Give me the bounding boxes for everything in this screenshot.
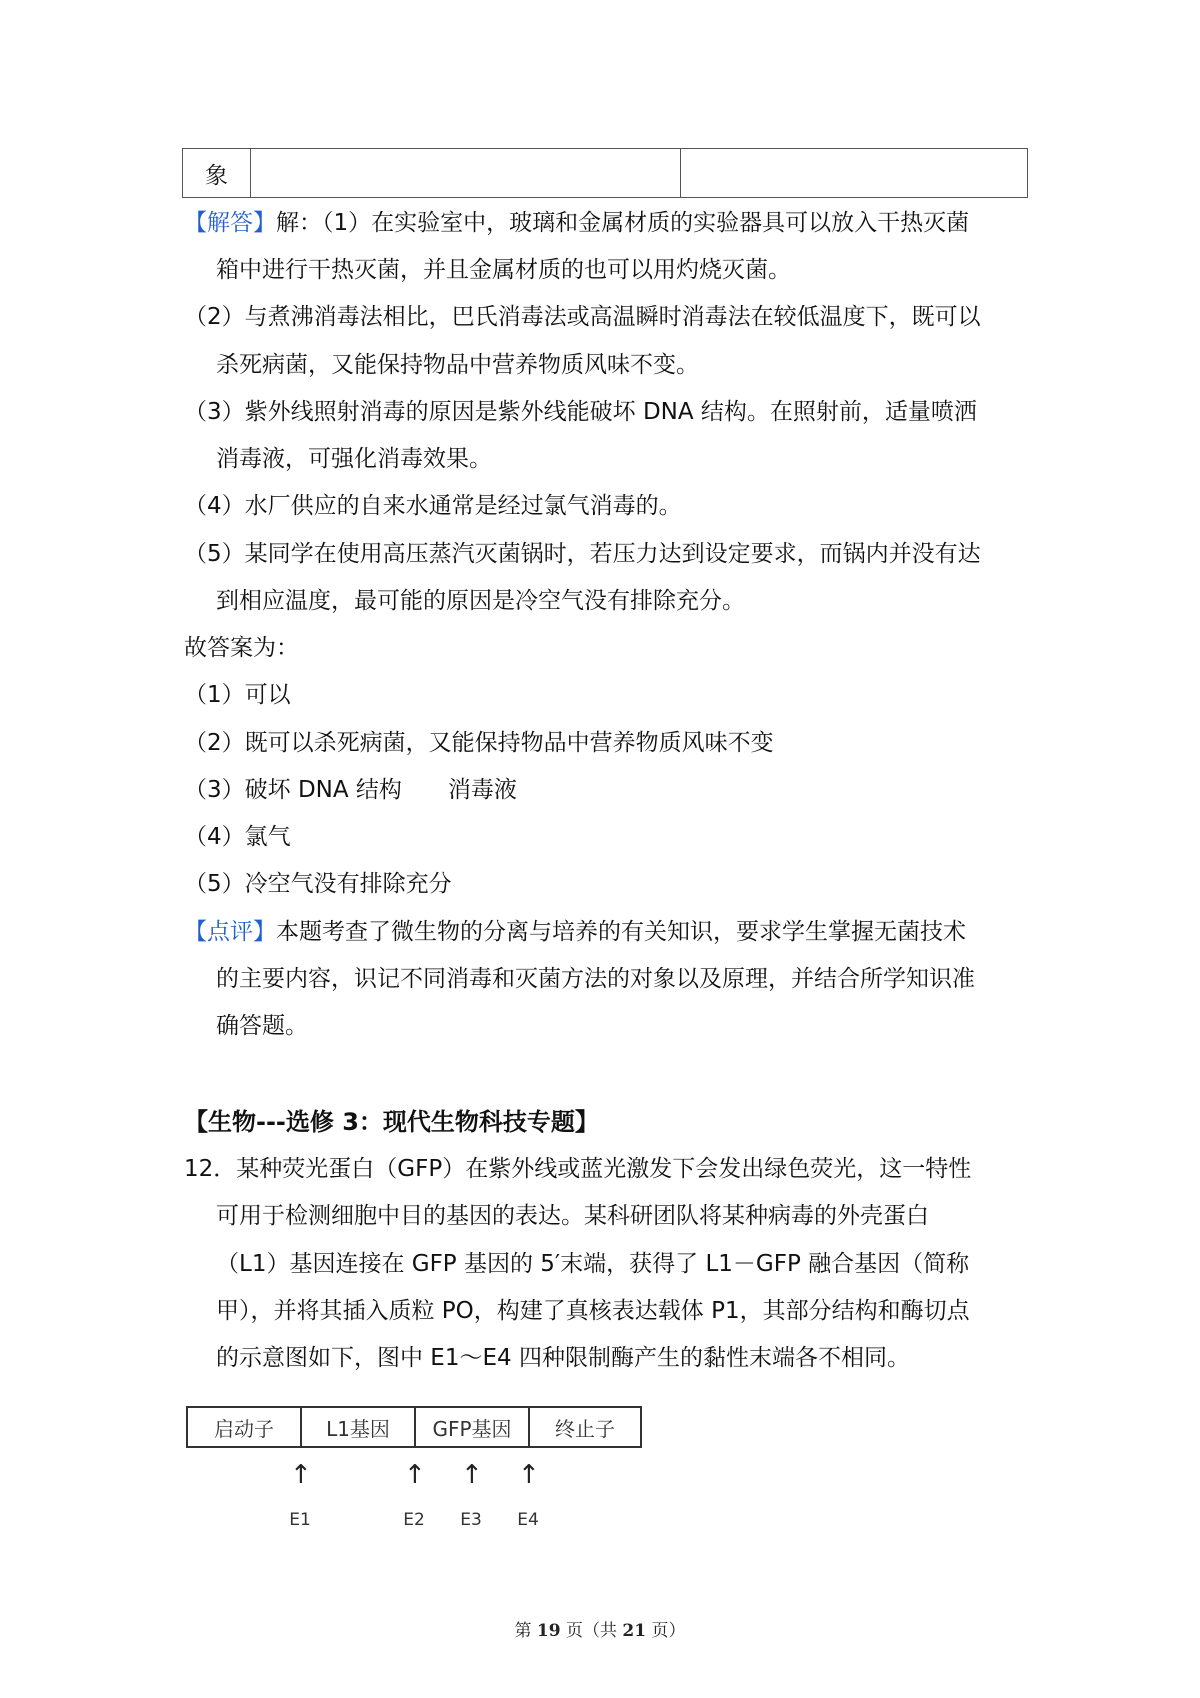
table-cell: 象 <box>183 149 251 197</box>
question-line: 12．某种荧光蛋白（GFP）在紫外线或蓝光激发下会发出绿色荧光，这一特性 <box>184 1156 972 1182</box>
table-fragment <box>182 148 1028 198</box>
comment-tag: 【点评】 <box>184 919 276 945</box>
arrow-up-icon: ↑ <box>290 1460 312 1490</box>
arrow-up-icon: ↑ <box>404 1460 426 1490</box>
gene-structure-diagram <box>186 1406 646 1536</box>
enzyme-label: E2 <box>403 1510 425 1530</box>
enzyme-label: E3 <box>460 1510 482 1530</box>
table-cell-empty <box>681 149 1027 197</box>
question-line: 甲），并将其插入质粒 PO，构建了真核表达载体 P1，其部分结构和酶切点 <box>216 1298 970 1324</box>
answer-line: 到相应温度，最可能的原因是冷空气没有排除充分。 <box>216 588 745 614</box>
comment-line: 【点评】本题考查了微生物的分离与培养的有关知识，要求学生掌握无菌技术 <box>184 919 966 945</box>
enzyme-label: E4 <box>517 1510 539 1530</box>
question-line: 可用于检测细胞中目的基因的表达。某科研团队将某种病毒的外壳蛋白 <box>216 1203 929 1229</box>
section-heading: 【生物---选修 3：现代生物科技专题】 <box>184 1108 599 1136</box>
answer-line: 箱中进行干热灭菌，并且金属材质的也可以用灼烧灭菌。 <box>216 257 791 283</box>
answer-line: 消毒液，可强化消毒效果。 <box>216 446 492 472</box>
segment-terminator: 终止子 <box>555 1416 615 1441</box>
answer-line: （5）冷空气没有排除充分 <box>184 871 452 897</box>
segment-gfp-gene: GFP基因 <box>416 1408 530 1446</box>
gene-construct-bar <box>186 1406 642 1448</box>
arrow-up-icon: ↑ <box>461 1460 483 1490</box>
answer-line: （3）破坏 DNA 结构 消毒液 <box>184 777 517 803</box>
question-line: （L1）基因连接在 GFP 基因的 5′末端，获得了 L1－GFP 融合基因（简称 <box>216 1251 970 1277</box>
answer-line: （2）既可以杀死病菌，又能保持物品中营养物质风味不变 <box>184 730 774 756</box>
enzyme-label: E1 <box>289 1510 311 1530</box>
answer-line: （4）氯气 <box>184 824 291 850</box>
segment-promoter: 启动子 <box>188 1408 302 1446</box>
comment-line: 确答题。 <box>216 1013 308 1039</box>
page-number: 19 <box>536 1621 561 1641</box>
segment-l1-gene: L1基因 <box>302 1408 416 1446</box>
comment-line: 的主要内容，识记不同消毒和灭菌方法的对象以及原理，并结合所学知识准 <box>216 966 975 992</box>
question-line: 的示意图如下，图中 E1～E4 四种限制酶产生的黏性末端各不相同。 <box>216 1345 910 1371</box>
answer-line: 杀死病菌，又能保持物品中营养物质风味不变。 <box>216 352 699 378</box>
answer-line: （2）与煮沸消毒法相比，巴氏消毒法或高温瞬时消毒法在较低温度下，既可以 <box>184 304 981 330</box>
answer-line: （4）水厂供应的自来水通常是经过氯气消毒的。 <box>184 493 682 519</box>
total-pages: 21 <box>622 1621 647 1641</box>
page-footer: 第 19 页（共 21 页） <box>514 1621 686 1641</box>
answer-tag: 【解答】 <box>184 210 276 236</box>
answer-line: （3）紫外线照射消毒的原因是紫外线能破坏 DNA 结构。在照射前，适量喷洒 <box>184 399 977 425</box>
arrow-up-icon: ↑ <box>518 1460 540 1490</box>
answer-line: 【解答】解：（1）在实验室中，玻璃和金属材质的实验器具可以放入干热灭菌 <box>184 210 970 236</box>
answer-line: （5）某同学在使用高压蒸汽灭菌锅时，若压力达到设定要求，而锅内并没有达 <box>184 541 981 567</box>
answer-line: 故答案为： <box>184 635 299 661</box>
table-cell-empty <box>251 149 681 197</box>
answer-line: （1）可以 <box>184 682 291 708</box>
